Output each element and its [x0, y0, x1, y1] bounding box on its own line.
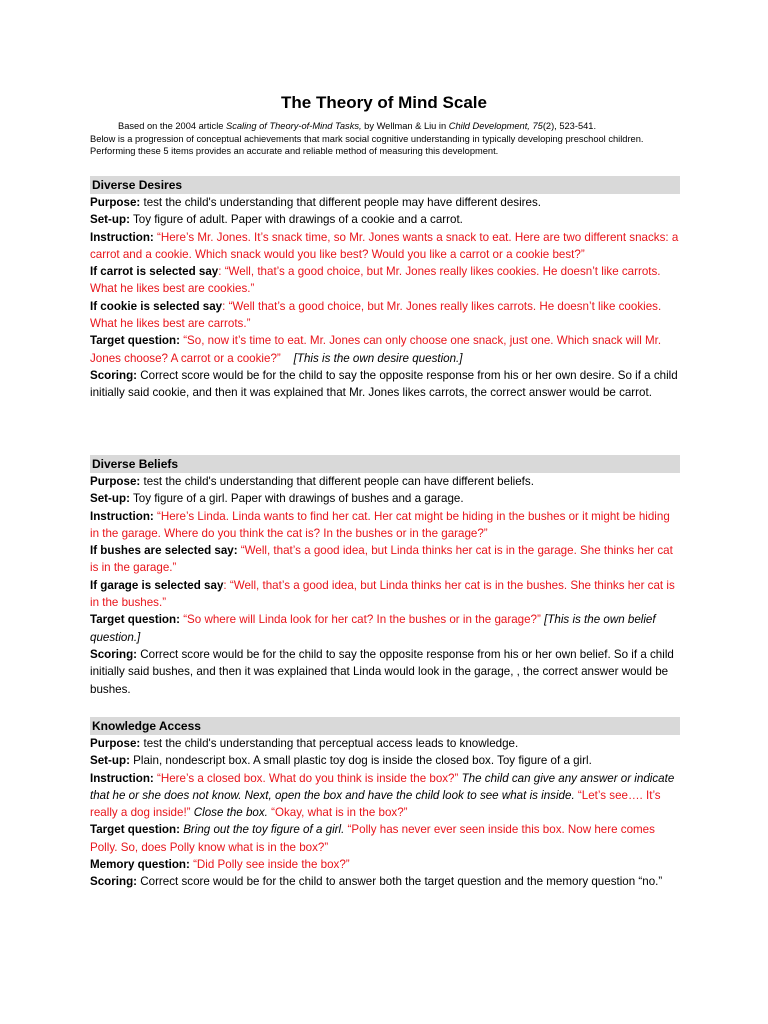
target-question-line: Target question: “So where will Linda look for her cat? In the bushes or in the garage?” [This is the own belief question.] — [90, 613, 656, 644]
purpose-line: Purpose: test the child's understanding that different people may have different desires. — [90, 196, 541, 209]
instruction-line: Instruction: “Here’s Linda. Linda wants to find her cat. Her cat might be hiding in the bushes or it might be hiding in the garage. Where do you think the cat is? In the bushes or in the garage?” — [90, 509, 670, 540]
setup-line: Set-up: Toy figure of a girl. Paper with drawings of bushes and a garage. — [90, 492, 464, 506]
target-question-line: Target question: Bring out the toy figure of a girl. “Polly has never ever seen inside this box. Now here comes Polly. So, does Polly know what is in the box?” — [90, 823, 655, 854]
scoring-line: Scoring: Correct score would be for the child to say the opposite response from his or her own desire. So if a child initially said cookie, and then it was explained that Mr. Jones likes carrots, the correct answer would be carrot. — [90, 368, 678, 400]
intro-body: Below is a progression of conceptual achievements that mark social cognitive understanding in typically developing preschool children. Performing these 5 items provides an accurate and reliable method of measuring this development. — [90, 133, 644, 156]
setup-line: Set-up: Plain, nondescript box. A small plastic toy dog is inside the closed box. Toy figure of a girl. — [90, 754, 592, 768]
setup-line: Set-up: Toy figure of adult. Paper with drawings of a cookie and a carrot. — [90, 213, 463, 227]
section-diverse-desires — [90, 176, 680, 402]
intro-paragraph — [90, 120, 690, 158]
section-heading: Diverse Beliefs — [90, 455, 680, 473]
purpose-line: Purpose: test the child's understanding that perceptual access leads to knowledge. — [90, 737, 519, 750]
instruction-line: Instruction: “Here’s Mr. Jones. It’s snack time, so Mr. Jones wants a snack to eat. Here are two different snacks: a carrot and a cookie. Which snack would you like best? Would you like a carrot or a cookie best?” — [90, 230, 679, 261]
instruction-line: Instruction: “Here’s a closed box. What do you think is inside the box?” The child can give any answer or indicate that he or she does not know. Next, open the box and have the child look to see what is inside. “Let’s see…. It’s really a dog inside!” Close the box. “Okay, what is in the box?” — [90, 771, 675, 820]
purpose-line: Purpose: test the child's understanding that different people can have different beliefs. — [90, 475, 534, 488]
target-question-line: Target question: “So, now it’s time to eat. Mr. Jones can only choose one snack, just one. Which snack will Mr. Jones choose? A carrot or a cookie?” [This is the own desire question.] — [90, 334, 662, 365]
section-heading: Diverse Desires — [90, 176, 680, 194]
scoring-line: Scoring: Correct score would be for the child to answer both the target question and the memory question “no.” — [90, 875, 663, 889]
citation-line — [90, 120, 690, 133]
section-knowledge-access — [90, 717, 680, 891]
section-diverse-beliefs — [90, 455, 680, 698]
citation-prefix: Based on the 2004 article — [118, 121, 227, 131]
carrot-response-line: If carrot is selected say: “Well, that’s a good choice, but Mr. Jones really likes cookies. He doesn’t like carrots. What he likes best are cookies.” — [90, 265, 661, 296]
scoring-line: Scoring: Correct score would be for the child to say the opposite response from his or her own belief. So if a child initially said bushes, and then it was explained that Linda would look in the garage, , the correct answer would be bushes. — [90, 647, 674, 696]
cookie-response-line: If cookie is selected say: “Well that’s a good choice, but Mr. Jones really likes carrots. He doesn’t like cookies. What he likes best are carrots.” — [90, 299, 662, 331]
journal-title: Child Development, 75 — [448, 121, 543, 131]
garage-response-line: If garage is selected say: “Well, that’s a good idea, but Linda thinks her cat is in the bushes. She thinks her cat is in the bushes.” — [90, 578, 675, 610]
bushes-response-line: If bushes are selected say: “Well, that’s a good idea, but Linda thinks her cat is in the garage. She thinks her cat is in the garage.” — [90, 544, 673, 575]
article-title: Scaling of Theory-of-Mind Tasks, — [226, 121, 362, 131]
citation-authors: by Wellman & Liu in — [361, 121, 449, 131]
citation-pages: (2), 523-541. — [542, 121, 597, 131]
page-title: The Theory of Mind Scale — [281, 93, 487, 112]
section-heading: Knowledge Access — [90, 717, 680, 735]
memory-question-line: Memory question: “Did Polly see inside the box?” — [90, 858, 350, 872]
